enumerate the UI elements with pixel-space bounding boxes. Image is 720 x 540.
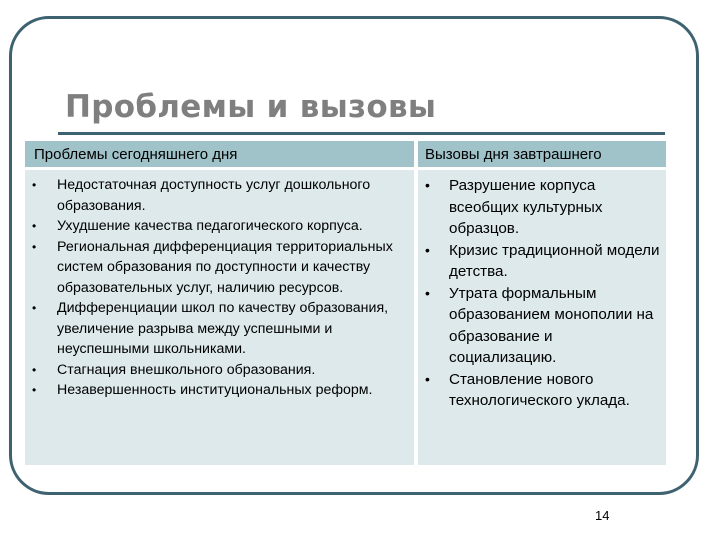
list-item-text: Кризис традиционной модели детства. xyxy=(449,241,660,280)
bullet-icon: • xyxy=(425,370,430,387)
list-item xyxy=(25,216,410,237)
title-underline xyxy=(58,132,665,135)
list-item xyxy=(25,360,410,381)
list-item-text: Стагнация внешкольного образования. xyxy=(57,361,316,378)
page-number: 14 xyxy=(595,508,610,523)
comparison-table xyxy=(25,141,666,465)
list-item xyxy=(418,240,660,283)
bullet-icon: • xyxy=(425,284,430,301)
problems-cell xyxy=(25,170,414,465)
bullet-icon: • xyxy=(32,239,37,254)
challenges-cell xyxy=(418,170,666,465)
challenges-list xyxy=(418,175,660,412)
table-header-problems: Проблемы сегодняшнего дня xyxy=(25,141,414,167)
list-item xyxy=(25,237,410,299)
bullet-icon: • xyxy=(425,177,430,193)
problems-list xyxy=(25,175,410,401)
bullet-icon: • xyxy=(425,241,430,258)
list-item xyxy=(25,175,410,216)
bullet-icon: • xyxy=(32,301,37,315)
list-item-text: Разрушение корпуса всеобщих культурных образцов. xyxy=(449,177,603,237)
list-item xyxy=(25,298,410,360)
slide-title: Проблемы и вызовы xyxy=(65,89,437,125)
list-item-text: Недостаточная доступность услуг дошкольного образования. xyxy=(57,177,371,214)
list-item-text: Незавершенность институциональных реформ. xyxy=(57,382,373,398)
bullet-icon: • xyxy=(32,219,37,233)
list-item-text: Утрата формальным образованием монополии на образование и социализацию. xyxy=(449,284,654,366)
bullet-icon: • xyxy=(32,362,37,377)
list-item xyxy=(418,175,660,240)
list-item-text: Ухудшение качества педагогического корпуса. xyxy=(57,218,363,234)
table-header-challenges: Вызовы дня завтрашнего xyxy=(418,141,666,167)
list-item-text: Региональная дифференциация территориальных систем образования по доступности и качеству образовательных услуг, наличию ресурсов. xyxy=(57,238,393,296)
bullet-icon: • xyxy=(32,178,37,192)
list-item-text: Становление нового технологического уклада. xyxy=(449,370,630,409)
bullet-icon: • xyxy=(32,383,37,397)
list-item xyxy=(418,369,660,412)
list-item-text: Дифференциации школ по качеству образования, увеличение разрыва между успешными и неуспешными школьниками. xyxy=(57,300,389,357)
list-item xyxy=(418,283,660,369)
list-item xyxy=(25,380,410,401)
